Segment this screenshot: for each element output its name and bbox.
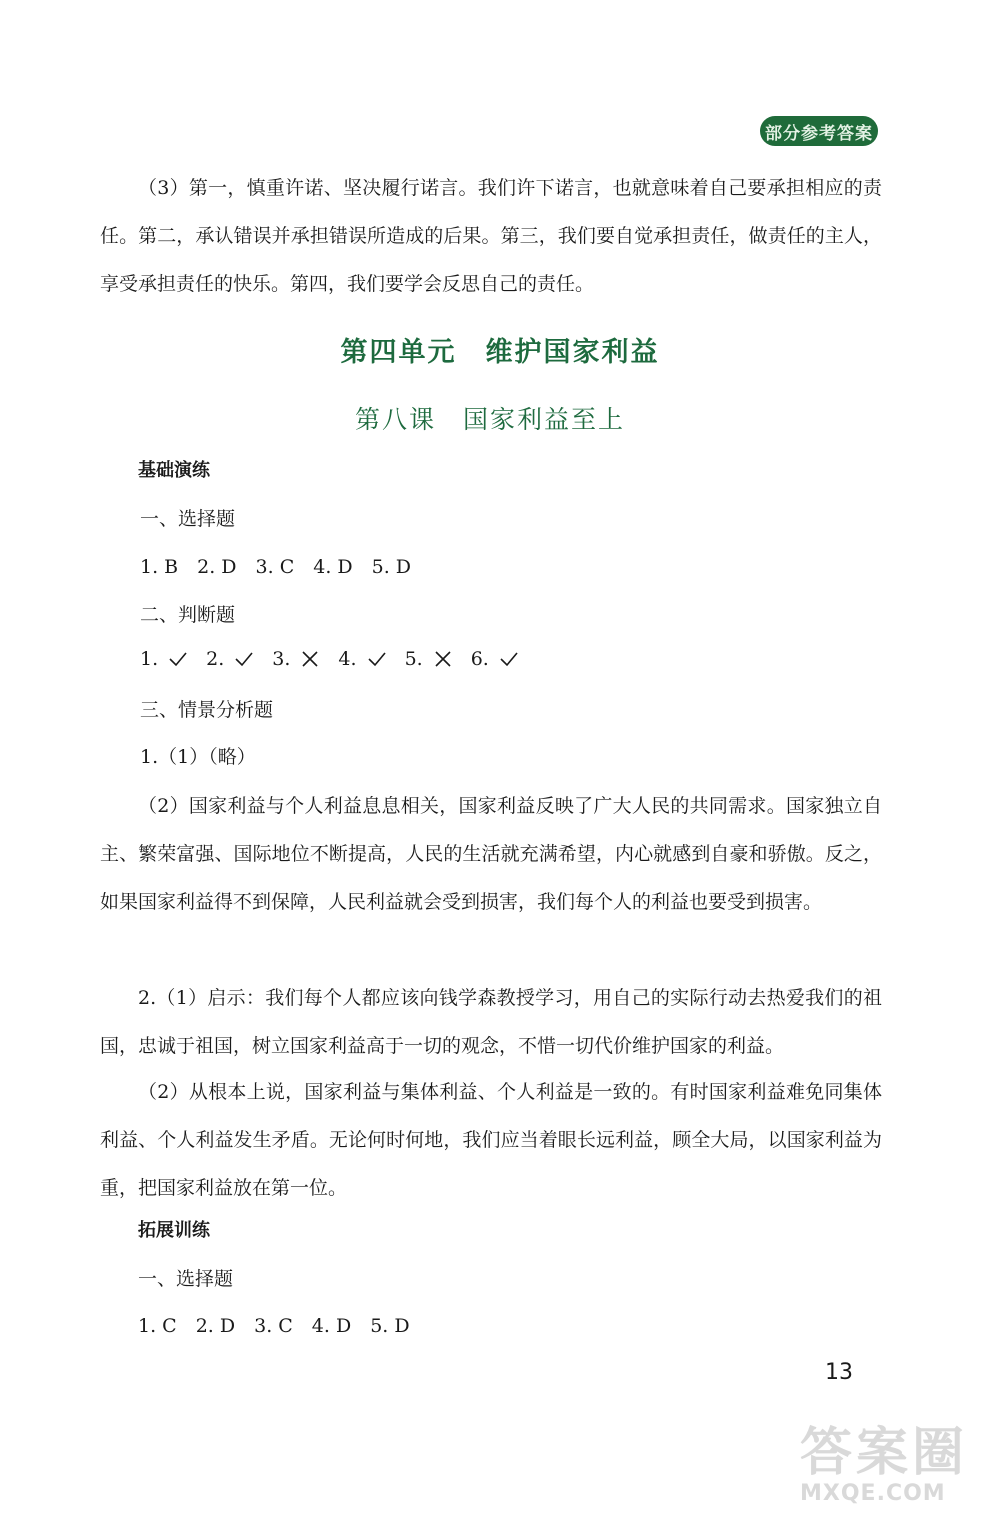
extend-heading: 拓展训练 [138,1220,210,1241]
choice-heading: 一、选择题 [140,508,236,530]
choice-answers: 1. B 2. D 3. C 4. D 5. D [140,556,412,578]
judge-item [206,648,254,670]
watermark-logo [800,1410,1000,1525]
watermark-url: MXQE.COM [800,1481,946,1506]
judge-number: 2. [206,648,225,670]
judge-item [338,648,386,670]
extend-choice-answers: 1. C 2. D 3. C 4. D 5. D [138,1315,410,1337]
judge-item [471,648,519,670]
lesson-title: 第八课 国家利益至上 [354,405,625,434]
check-icon [499,649,519,669]
watermark-text: 答案圈 [800,1423,969,1483]
judge-heading: 二、判断题 [140,604,236,626]
cross-icon [433,649,453,669]
extend-choice-heading: 一、选择题 [138,1268,234,1290]
judge-number: 1. [140,648,159,670]
section-badge: 部分参考答案 [760,116,878,146]
page-number: 13 [825,1360,853,1385]
judge-item [272,648,320,670]
judge-answers [140,648,537,670]
basic-heading: 基础演练 [138,460,210,481]
check-icon [168,649,188,669]
judge-number: 4. [338,648,357,670]
q2-part2: （2）从根本上说，国家利益与集体利益、个人利益是一致的。有时国家利益难免同集体利益、个人利益发生矛盾。无论何时何地，我们应当着眼长远利益，顾全大局，以国家利益为重，把国家利益放在第一位。 [100,1081,882,1199]
judge-number: 3. [272,648,291,670]
q1-part2: （2）国家利益与个人利益息息相关，国家利益反映了广大人民的共同需求。国家独立自主、繁荣富强、国际地位不断提高，人民的生活就充满希望，内心就感到自豪和骄傲。反之，如果国家利益得不到保障，人民利益就会受到损害，我们每个人的利益也要受到损害。 [100,795,882,913]
cross-icon [300,649,320,669]
check-icon [234,649,254,669]
judge-item [140,648,188,670]
judge-number: 5. [404,648,423,670]
scenario-heading: 三、情景分析题 [140,699,274,721]
check-icon [367,649,387,669]
q1-part1: 1.（1）（略） [140,746,256,768]
q2-part1: 2.（1）启示：我们每个人都应该向钱学森教授学习，用自己的实际行动去热爱我们的祖国，忠诚于祖国，树立国家利益高于一切的观念，不惜一切代价维护国家的利益。 [100,987,882,1057]
unit-title: 第四单元 维护国家利益 [340,337,660,368]
judge-item [405,648,453,670]
intro-paragraph: （3）第一，慎重许诺、坚决履行诺言。我们许下诺言，也就意味着自己要承担相应的责任。第二，承认错误并承担错误所造成的后果。第三，我们要自觉承担责任，做责任的主人，享受承担责任的快乐。第四，我们要学会反思自己的责任。 [100,177,882,295]
judge-number: 6. [470,648,489,670]
